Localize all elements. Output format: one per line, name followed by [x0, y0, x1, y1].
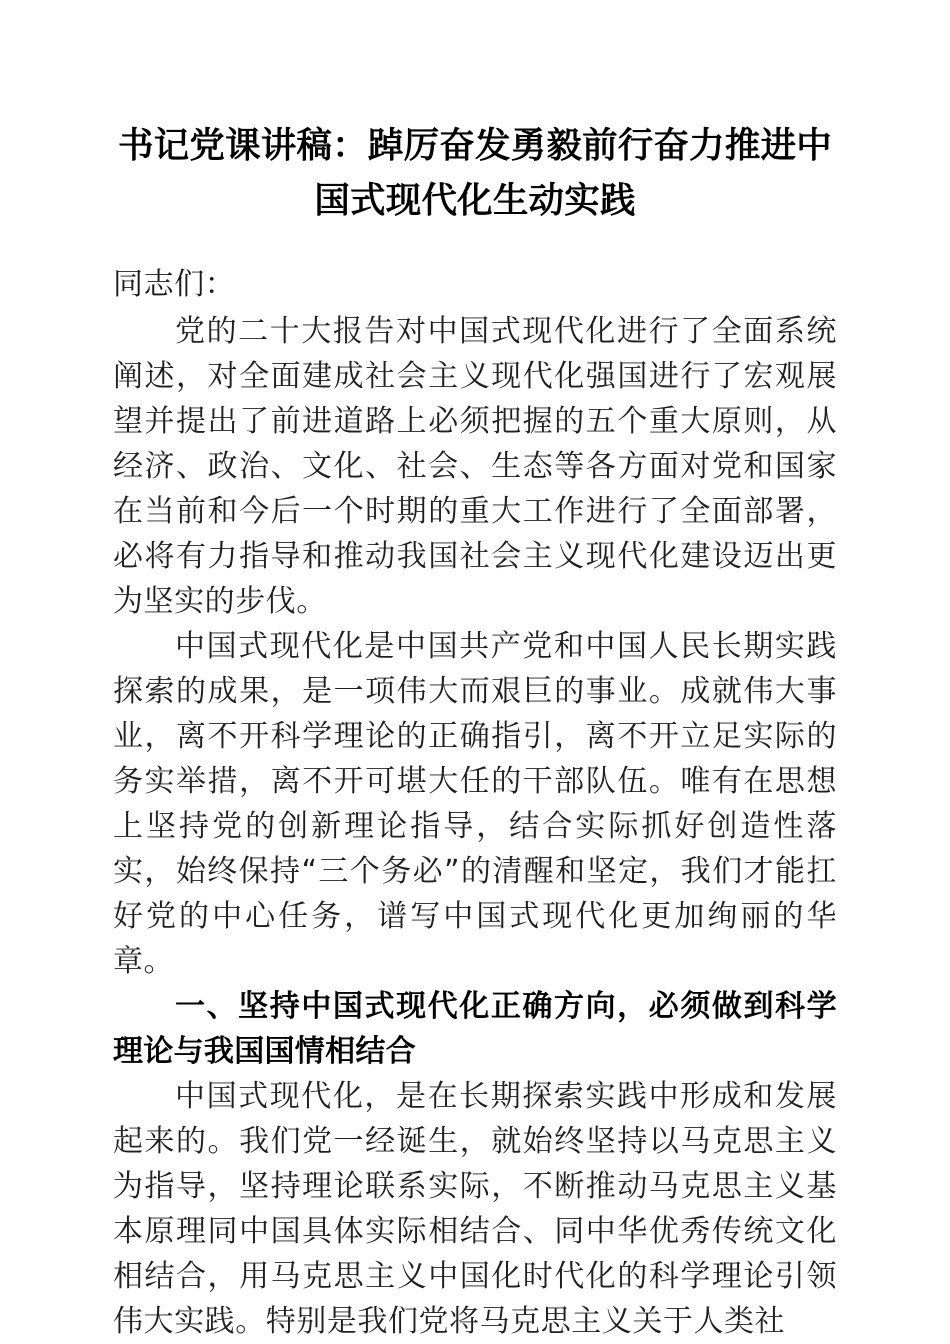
section-1-paragraph-1: 中国式现代化，是在长期探索实践中形成和发展起来的。我们党一经诞生，就始终坚持以马克思主义为指导，坚持理论联系实际，不断推动马克思主义基本原理同中国具体实际相结合、同中华优秀传统文化相结合，用马克思主义中国化时代化的科学理论引领伟大实践。特别是我们党将马克思主义关于人类社: [113, 1079, 837, 1339]
document-body: [113, 118, 837, 1344]
salutation: 同志们：: [113, 267, 236, 302]
paragraph-1: 党的二十大报告对中国式现代化进行了全面系统阐述，对全面建成社会主义现代化强国进行了宏观展望并提出了前进道路上必须把握的五个重大原则，从经济、政治、文化、社会、生态等各方面对党和国家在当前和今后一个时期的重大工作进行了全面部署，必将有力指导和推动我国社会主义现代化建设迈出更为坚实的步伐。: [113, 314, 837, 619]
page-title: 书记党课讲稿：踔厉奋发勇毅前行奋力推进中国式现代化生动实践: [117, 125, 832, 221]
section-heading-1: 一、坚持中国式现代化正确方向，必须做到科学理论与我国国情相结合: [113, 989, 837, 1069]
paragraph-2: 中国式现代化是中国共产党和中国人民长期实践探索的成果，是一项伟大而艰巨的事业。成就伟大事业，离不开科学理论的正确指引，离不开立足实际的务实举措，离不开可堪大任的干部队伍。唯有在思想上坚持党的创新理论指导，结合实际抓好创造性落实，始终保持“三个务必”的清醒和坚定，我们才能扛好党的中心任务，谱写中国式现代化更加绚丽的华章。: [113, 629, 837, 979]
